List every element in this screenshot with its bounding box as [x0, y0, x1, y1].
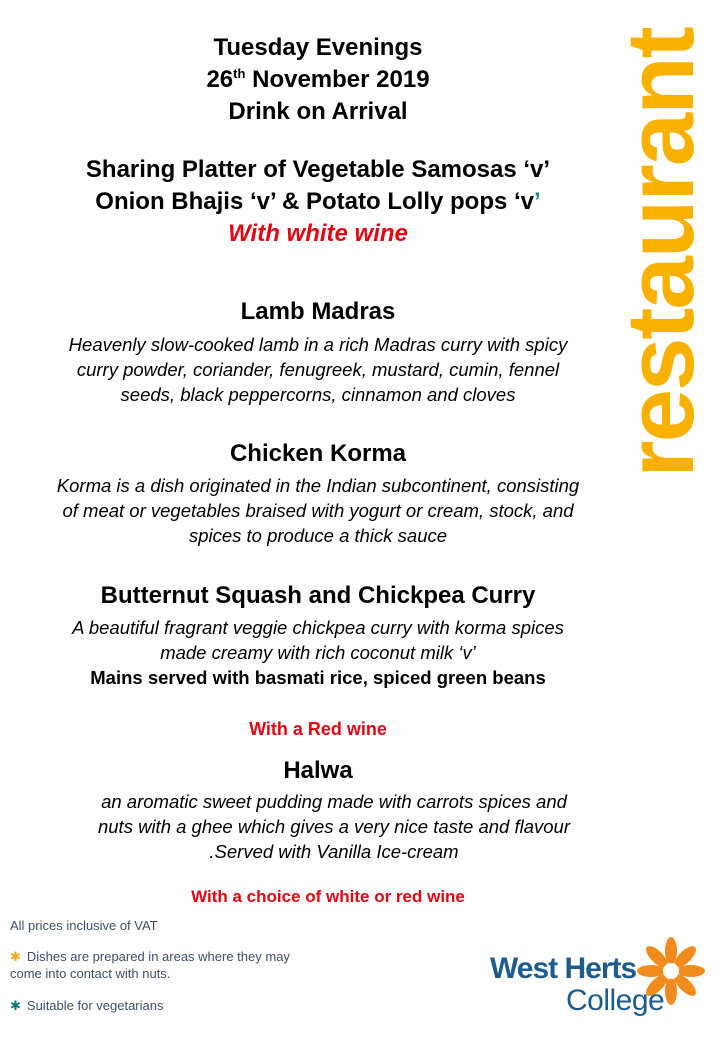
nuts-note-line-1: Dishes are prepared in areas where they may	[26, 949, 290, 964]
dish-desc-line: Korma is a dish originated in the Indian subcontinent, consisting	[56, 475, 580, 496]
event-title: Tuesday Evenings	[213, 34, 423, 61]
starter-line-1: Sharing Platter of Vegetable Samosas ‘v’	[85, 156, 551, 183]
starter-wine: With white wine	[228, 220, 408, 247]
dessert-wine: With a choice of white or red wine	[191, 887, 465, 906]
dish-title-halwa: Halwa	[283, 757, 353, 784]
dish-desc-line: Heavenly slow-cooked lamb in a rich Madras curry with spicy	[68, 334, 568, 355]
restaurant-banner	[607, 10, 714, 496]
mains-note: Mains served with basmati rice, spiced green beans	[90, 667, 546, 688]
dish-desc-line: curry powder, coriander, fenugreek, mustard, cumin, fennel	[76, 359, 560, 380]
dish-desc-line: seeds, black peppercorns, cinnamon and cloves	[120, 384, 516, 405]
dish-desc-line: nuts with a ghee which gives a very nice taste and flavour	[97, 816, 570, 837]
dish-desc-line: A beautiful fragrant veggie chickpea curry with korma spices	[72, 617, 564, 638]
dish-desc-line: made creamy with rich coconut milk ‘v’	[160, 642, 476, 663]
dish-desc-line: of meat or vegetables braised with yogurt or cream, stock, and	[62, 500, 574, 521]
starter-line-2	[0, 186, 636, 218]
asterisk-orange-icon: ✱	[10, 949, 21, 964]
starter-line-2-quote: ’	[534, 188, 541, 215]
dish-title-chicken-korma: Chicken Korma	[229, 440, 407, 467]
dish-desc-line: .Served with Vanilla Ice-cream	[209, 841, 459, 862]
nuts-note	[10, 948, 290, 965]
starter-line-2-text: Onion Bhajis ‘v’ & Potato Lolly pops ‘v	[95, 188, 535, 215]
logo-line-2: College	[566, 984, 665, 1017]
mains-wine: With a Red wine	[249, 719, 387, 739]
dish-desc-line: an aromatic sweet pudding made with carrots spices and	[101, 791, 567, 812]
dish-desc-line: spices to produce a thick sauce	[188, 525, 448, 546]
veg-note	[10, 997, 164, 1014]
veg-note-text: Suitable for vegetarians	[26, 998, 164, 1013]
dish-title-butternut-squash: Butternut Squash and Chickpea Curry	[100, 582, 536, 609]
vat-note: All prices inclusive of VAT	[10, 918, 158, 933]
event-date-rest: November 2019	[245, 66, 430, 93]
dish-title-lamb-madras: Lamb Madras	[240, 298, 396, 325]
drink-on-arrival: Drink on Arrival	[228, 98, 408, 125]
event-date	[0, 64, 636, 96]
nuts-note-line-2: come into contact with nuts.	[10, 966, 171, 981]
asterisk-teal-icon: ✱	[10, 998, 21, 1013]
logo-line-1: West Herts	[490, 952, 637, 985]
event-date-day: 26	[206, 66, 234, 93]
restaurant-banner-text: restaurant	[607, 28, 714, 478]
event-date-suffix: th	[233, 66, 246, 81]
west-herts-college-logo	[490, 938, 705, 1028]
